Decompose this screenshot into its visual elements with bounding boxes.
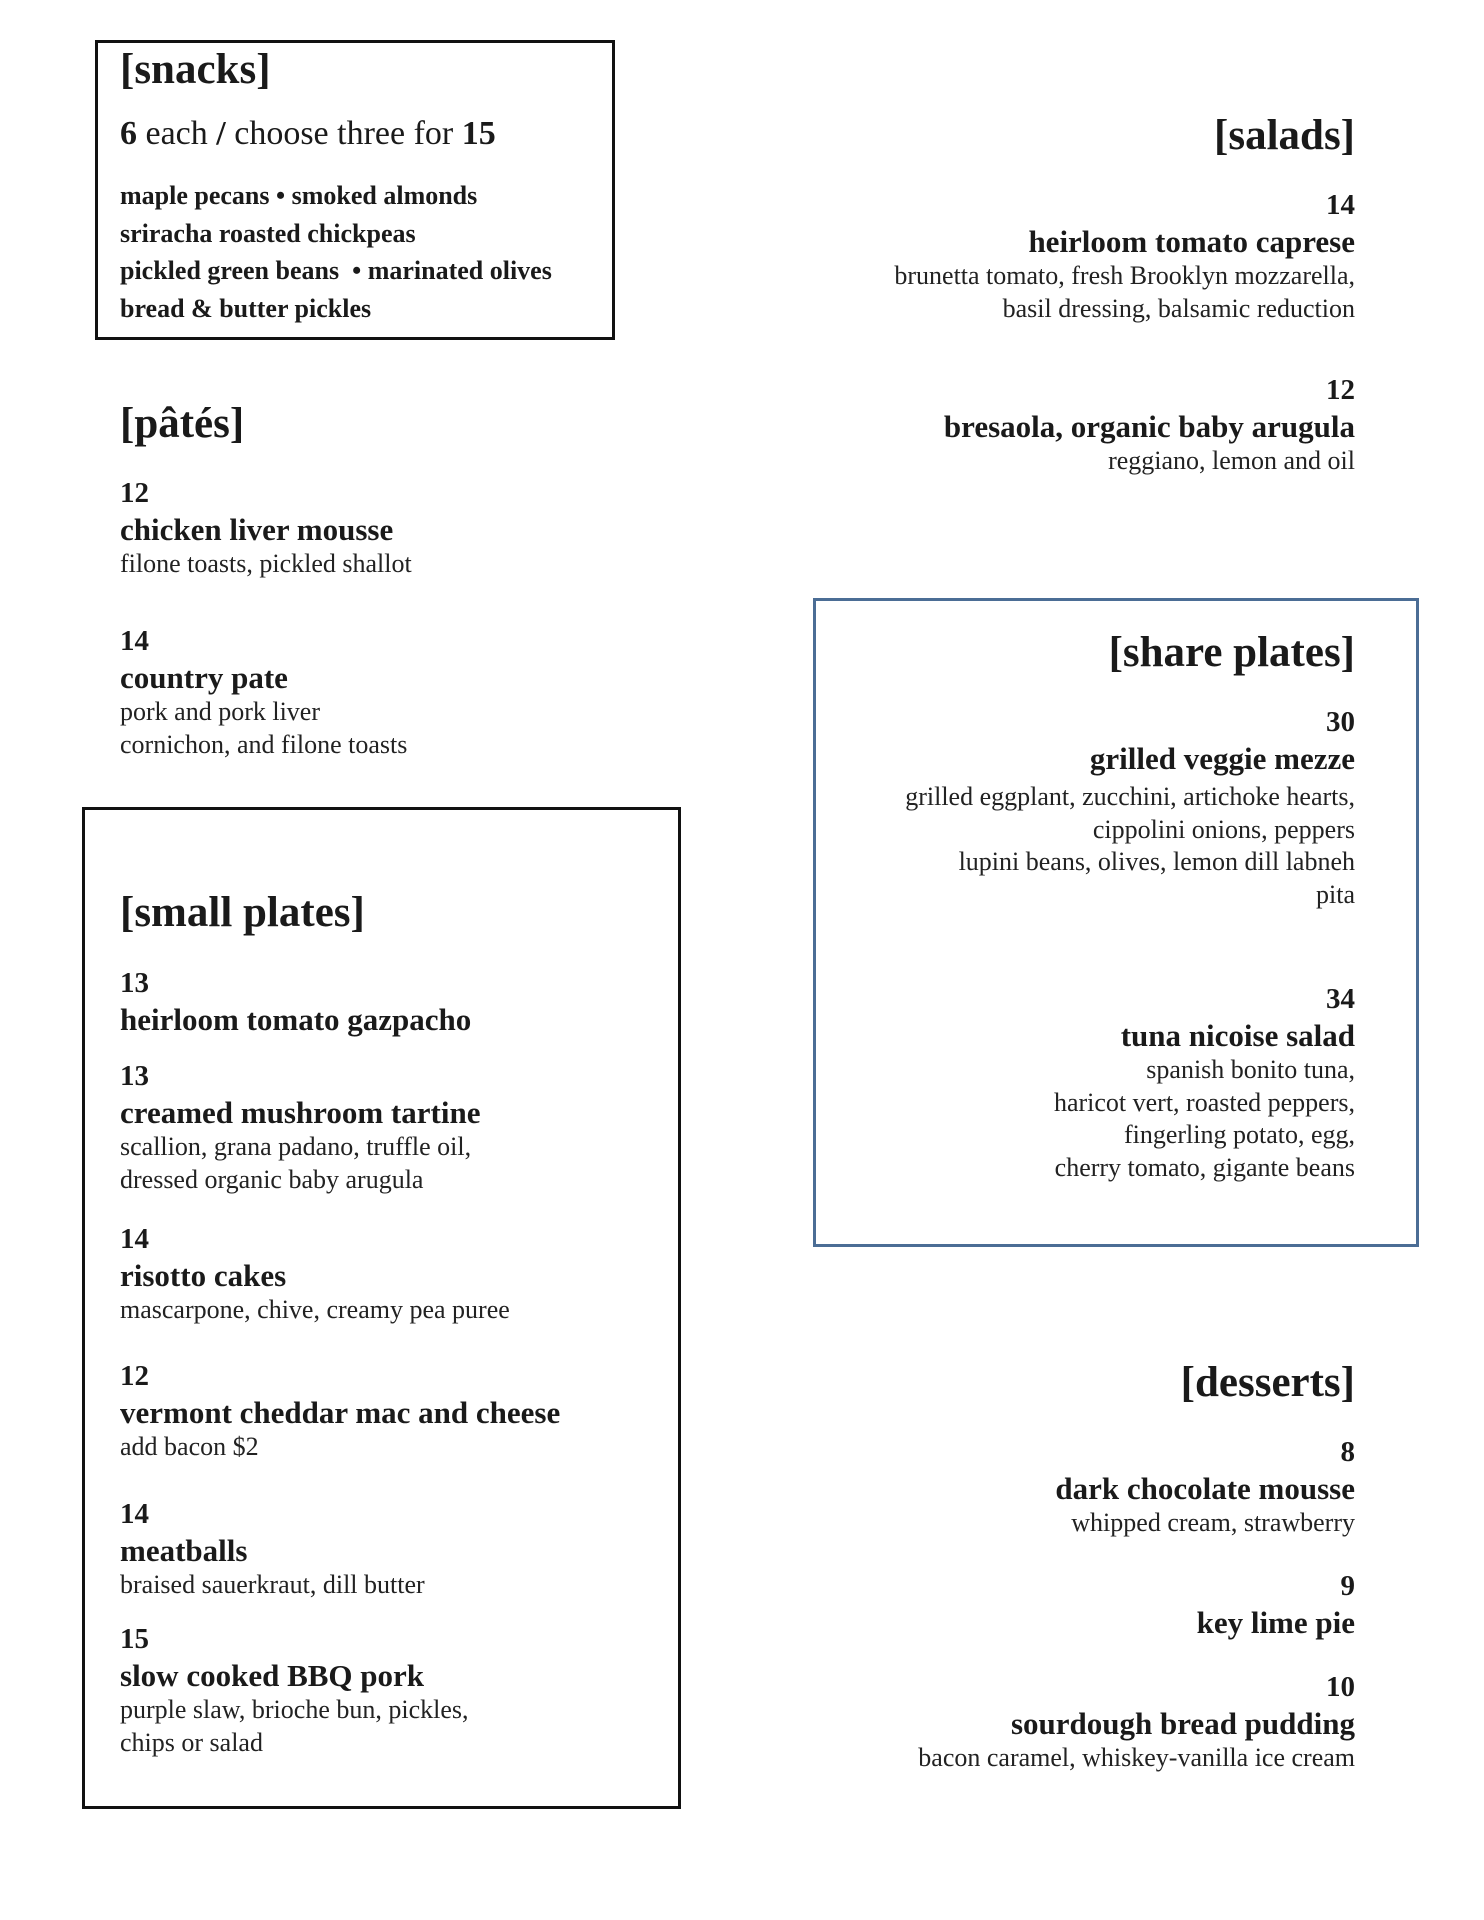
item-desc: pita — [1316, 880, 1355, 910]
small-plate-item — [120, 1222, 510, 1327]
snacks-heading: [snacks] — [120, 46, 271, 93]
item-name: dark chocolate mousse — [1055, 1470, 1355, 1506]
item-price: 15 — [120, 1623, 149, 1655]
item-price: 14 — [120, 1498, 149, 1530]
item-desc: add bacon $2 — [120, 1431, 259, 1461]
item-price: 14 — [120, 1223, 149, 1255]
item-desc: brunetta tomato, fresh Brooklyn mozzarella, — [894, 260, 1355, 290]
item-price: 34 — [1326, 983, 1355, 1015]
item-price: 12 — [120, 477, 149, 509]
item-name: heirloom tomato caprese — [1028, 223, 1355, 259]
pate-item — [120, 624, 407, 761]
item-price: 14 — [1326, 189, 1355, 221]
item-price: 12 — [120, 1360, 149, 1392]
item-price: 13 — [120, 1060, 149, 1092]
small-plate-item — [120, 966, 471, 1038]
share-plates-heading: [share plates] — [1108, 629, 1355, 676]
snacks-list — [120, 177, 552, 328]
dessert-item — [1197, 1569, 1355, 1641]
item-name: chicken liver mousse — [120, 511, 394, 547]
item-desc: chips or salad — [120, 1727, 263, 1757]
item-price: 30 — [1326, 706, 1355, 738]
snack-line: pickled green beans • marinated olives — [120, 256, 552, 286]
salad-item — [894, 188, 1355, 325]
snacks-pricing — [120, 114, 496, 155]
item-price: 10 — [1326, 1671, 1355, 1703]
dessert-item — [918, 1670, 1355, 1775]
item-name: bresaola, organic baby arugula — [943, 408, 1355, 444]
item-desc: haricot vert, roasted peppers, — [1053, 1087, 1355, 1117]
item-desc: fingerling potato, egg, — [1123, 1120, 1355, 1150]
item-name: creamed mushroom tartine — [120, 1094, 481, 1130]
snacks-price-three: 15 — [461, 115, 496, 152]
snacks-each-text: each — [137, 115, 217, 152]
item-desc: braised sauerkraut, dill butter — [120, 1569, 425, 1599]
share-plate-item — [1054, 982, 1355, 1185]
desserts-heading: [desserts] — [1180, 1359, 1355, 1406]
item-name: risotto cakes — [120, 1257, 287, 1293]
item-desc: cippolini onions, peppers — [1092, 814, 1355, 844]
item-desc: bacon caramel, whiskey-vanilla ice cream — [918, 1742, 1355, 1772]
salad-item — [944, 373, 1355, 478]
item-desc: dressed organic baby arugula — [120, 1164, 424, 1194]
item-name: vermont cheddar mac and cheese — [120, 1394, 561, 1430]
item-price: 9 — [1340, 1570, 1355, 1602]
item-desc: scallion, grana padano, truffle oil, — [120, 1131, 472, 1161]
share-plate-item — [905, 705, 1355, 912]
snack-line: sriracha roasted chickpeas — [120, 218, 416, 248]
item-price: 8 — [1340, 1436, 1355, 1468]
item-name: meatballs — [120, 1532, 248, 1568]
item-desc: cherry tomato, gigante beans — [1054, 1153, 1355, 1183]
item-name: heirloom tomato gazpacho — [120, 1001, 472, 1037]
item-desc: filone toasts, pickled shallot — [120, 548, 412, 578]
item-desc: spanish bonito tuna, — [1146, 1054, 1355, 1084]
item-price: 14 — [120, 625, 149, 657]
item-desc: lupini beans, olives, lemon dill labneh — [958, 847, 1355, 877]
item-price: 13 — [120, 967, 149, 999]
snack-line: bread & butter pickles — [120, 294, 372, 324]
salads-heading: [salads] — [1214, 112, 1355, 159]
item-desc: basil dressing, balsamic reduction — [1002, 293, 1355, 323]
item-desc: reggiano, lemon and oil — [1108, 445, 1355, 475]
small-plate-item — [120, 1497, 425, 1602]
item-desc: cornichon, and filone toasts — [120, 729, 408, 759]
item-desc: pork and pork liver — [120, 696, 321, 726]
snack-line: maple pecans • smoked almonds — [120, 181, 478, 210]
small-plate-item — [120, 1059, 480, 1196]
snacks-choose-text: choose three for — [225, 115, 462, 152]
item-name: slow cooked BBQ pork — [120, 1657, 425, 1693]
small-plate-item — [120, 1359, 560, 1464]
item-name: sourdough bread pudding — [1010, 1705, 1355, 1741]
dessert-item — [1055, 1435, 1355, 1540]
item-name: tuna nicoise salad — [1120, 1017, 1355, 1053]
snacks-price-each: 6 — [120, 115, 137, 152]
item-desc: mascarpone, chive, creamy pea puree — [120, 1294, 510, 1324]
small-plates-heading: [small plates] — [120, 889, 365, 936]
item-desc: purple slaw, brioche bun, pickles, — [120, 1694, 469, 1724]
item-name: key lime pie — [1196, 1604, 1355, 1640]
small-plate-item — [120, 1622, 469, 1759]
item-desc: whipped cream, strawberry — [1071, 1507, 1355, 1537]
item-price: 12 — [1326, 374, 1355, 406]
item-desc: grilled eggplant, zucchini, artichoke hearts, — [905, 781, 1355, 811]
item-name: grilled veggie mezze — [1089, 740, 1355, 776]
snacks-slash: / — [216, 115, 226, 152]
pates-heading: [pâtés] — [120, 400, 245, 447]
item-name: country pate — [120, 659, 288, 695]
pate-item — [120, 476, 412, 581]
